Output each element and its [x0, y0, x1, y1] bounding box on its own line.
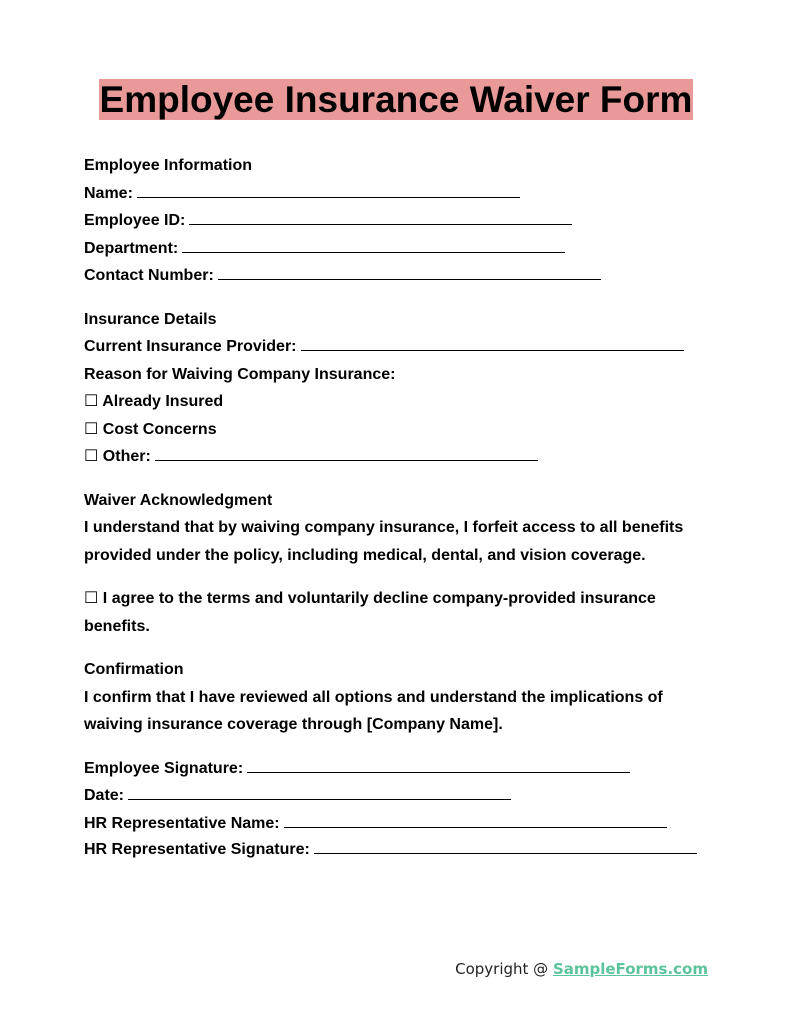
field-label: Department:: [84, 239, 179, 257]
waiver-section: [84, 487, 714, 570]
employee-information-section: [84, 152, 714, 290]
field-label: Name:: [84, 184, 133, 202]
reason-label: Reason for Waiving Company Insurance:: [84, 365, 396, 383]
checkbox-icon[interactable]: ☐: [84, 420, 99, 438]
page-title: Employee Insurance Waiver Form: [99, 79, 693, 120]
contact-number-field: [84, 262, 714, 290]
hr-name-line[interactable]: [284, 812, 667, 828]
field-label: Current Insurance Provider:: [84, 338, 297, 355]
employee-signature-field: [84, 755, 714, 783]
section-heading: Confirmation: [84, 661, 184, 678]
provider-input-line[interactable]: [301, 335, 684, 351]
name-input-line[interactable]: [137, 182, 520, 198]
date-line[interactable]: [128, 784, 511, 800]
section-heading: Employee Information: [84, 157, 253, 174]
sampleforms-link[interactable]: SampleForms.com: [552, 960, 708, 978]
field-label: HR Representative Signature:: [84, 841, 310, 858]
employee-signature-line[interactable]: [247, 757, 630, 773]
copyright-text: Copyright @: [455, 960, 549, 978]
confirmation-text: I confirm that I have reviewed all options and understand the implications of waiving insurance coverage through [Company Name].: [84, 688, 663, 733]
signatures-section: [84, 755, 714, 864]
checkbox-icon[interactable]: ☐: [84, 448, 99, 465]
option-other[interactable]: [84, 443, 714, 471]
field-label: HR Representative Name:: [84, 814, 280, 832]
section-heading: Waiver Acknowledgment: [84, 491, 273, 509]
other-input-line[interactable]: [155, 445, 538, 461]
option-label: Already Insured: [102, 393, 224, 410]
department-field: [84, 235, 714, 263]
name-field: [84, 180, 714, 208]
field-label: Employee Signature:: [84, 759, 244, 777]
waiver-text: I understand that by waiving company insurance, I forfeit access to all benefits provided under the policy, including medical, dental, and vision coverage.: [84, 519, 684, 564]
date-field: [84, 782, 714, 810]
agree-checkbox-row[interactable]: [84, 585, 714, 640]
field-label: Employee ID:: [84, 212, 186, 229]
department-input-line[interactable]: [182, 237, 565, 253]
provider-field: [84, 333, 714, 361]
section-heading: Insurance Details: [84, 310, 217, 328]
checkbox-icon[interactable]: ☐: [84, 590, 99, 607]
employee-id-field: [84, 207, 714, 235]
field-label: Date:: [84, 787, 125, 804]
checkbox-icon[interactable]: ☐: [84, 393, 99, 410]
option-label: Other:: [102, 448, 151, 465]
hr-name-field: [84, 810, 714, 838]
option-already-insured[interactable]: [84, 388, 714, 416]
contact-number-input-line[interactable]: [218, 264, 601, 280]
option-label: Cost Concerns: [102, 420, 217, 438]
footer: [455, 960, 708, 978]
hr-signature-line[interactable]: [314, 838, 697, 854]
option-cost-concerns[interactable]: [84, 416, 714, 444]
employee-id-input-line[interactable]: [189, 209, 572, 225]
confirmation-section: [84, 656, 714, 739]
insurance-details-section: [84, 306, 714, 471]
hr-signature-field: [84, 837, 714, 863]
form-body: [84, 152, 714, 879]
agree-text: I agree to the terms and voluntarily decline company-provided insurance benefits.: [84, 590, 656, 635]
field-label: Contact Number:: [84, 267, 214, 284]
